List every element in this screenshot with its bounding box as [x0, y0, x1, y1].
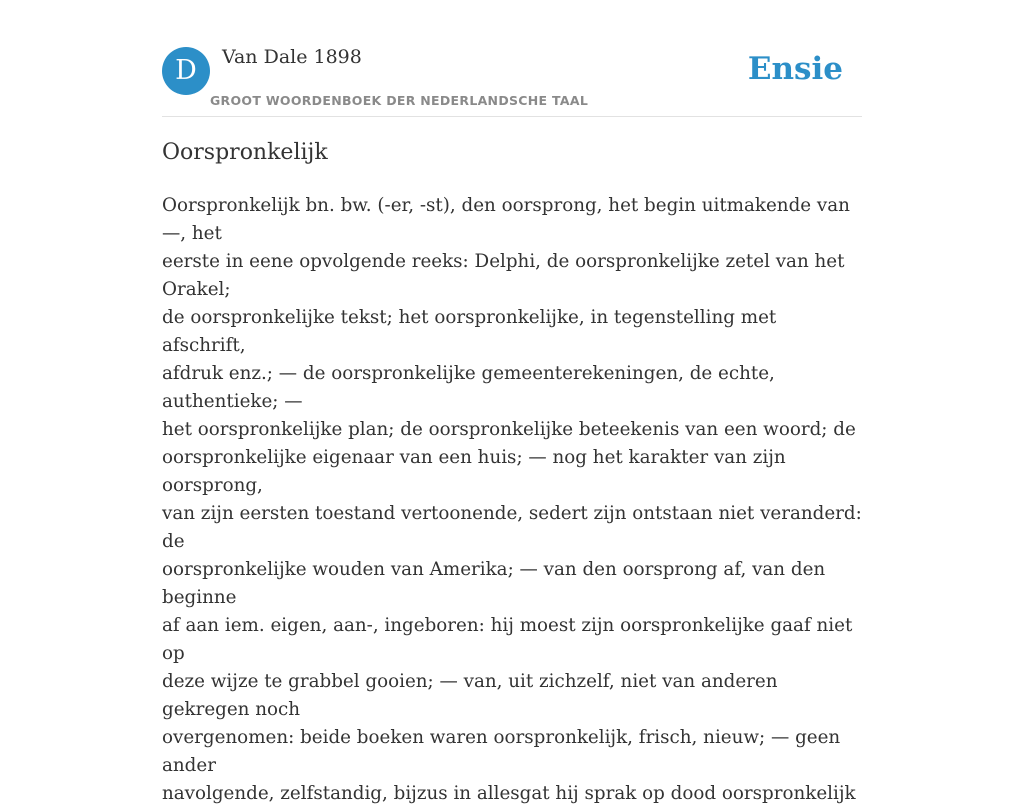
definition-line: Oorspronkelijk bn. bw. (-er, -st), den oorsprong, het begin uitmakende van —, het: [162, 195, 850, 244]
definition-line: van zijn eersten toestand vertoonende, sedert zijn ontstaan niet veranderd: de: [162, 503, 862, 552]
definition-line: overgenomen: beide boeken waren oorspronkelijk, frisch, nieuw; — geen ander: [162, 727, 841, 776]
definition-line: af aan iem. eigen, aan-, ingeboren: hij moest zijn oorspronkelijke gaaf niet op: [162, 615, 853, 664]
definition-line: eerste in eene opvolgende reeks: Delphi, de oorspronkelijke zetel van het Orakel;: [162, 251, 845, 300]
dictionary-avatar[interactable]: D: [162, 47, 210, 95]
dictionary-header: [162, 0, 862, 117]
entry-definition: [162, 192, 862, 808]
dictionary-title[interactable]: Van Dale 1898: [222, 46, 362, 68]
definition-line: navolgende, zelfstandig, bijzus in allesgat hij sprak op dood oorspronkelijk: [162, 783, 856, 804]
definition-line: de oorspronkelijke tekst; het oorspronkelijke, in tegenstelling met afschrift,: [162, 307, 777, 356]
definition-line: oorspronkelijke eigenaar van een huis; — nog het karakter van zijn oorsprong,: [162, 447, 786, 496]
definition-line: deze wijze te grabbel gooien; — van, uit zichzelf, niet van anderen gekregen noch: [162, 671, 778, 720]
definition-line: het oorspronkelijke plan; de oorspronkelijke beteekenis van een woord; de: [162, 419, 856, 440]
definition-line: afdruk enz.; — de oorspronkelijke gemeenterekeningen, de echte, authentieke; —: [162, 363, 775, 412]
definition-line: oorspronkelijke wouden van Amerika; — van den oorsprong af, van den beginne: [162, 559, 826, 608]
dictionary-subtitle: GROOT WOORDENBOEK DER NEDERLANDSCHE TAAL: [210, 93, 589, 108]
ensie-logo-link[interactable]: Ensie: [747, 51, 843, 87]
entry-title: Oorspronkelijk: [162, 140, 328, 165]
